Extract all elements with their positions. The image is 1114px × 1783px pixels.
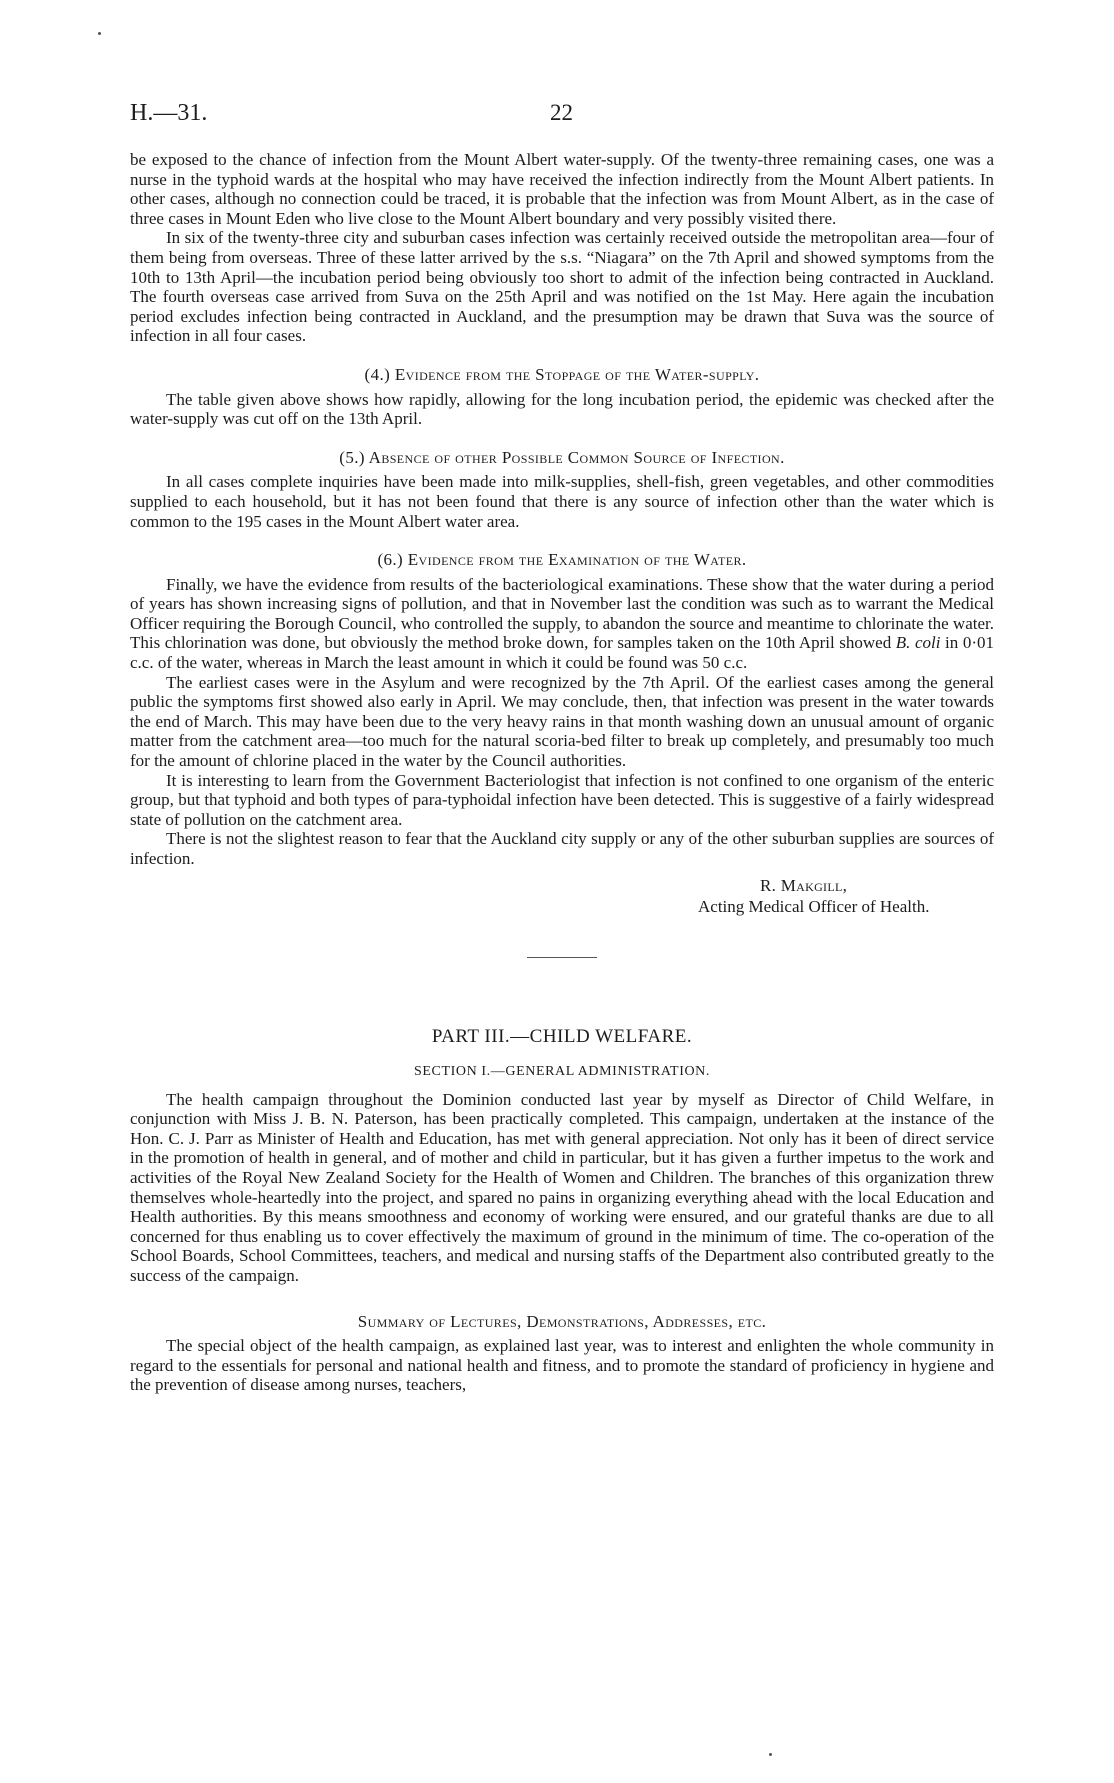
page-header [130,100,994,134]
signature-block [130,875,994,917]
paragraph-text: Finally, we have the evidence from results of the bacteriological examinations. These show that the water during a period of years has shown increasing signs of pollution, and that in November last the condition was such as to warrant the Medical Officer requiring the Borough Council, who controlled the supply, to abandon the source and meantime to chlorinate the water. This chlorination was done, but obviously the method broke down, for samples taken on the 10th April showed [130,574,994,653]
paragraph: In six of the twenty-three city and suburban cases infection was certainly received outside the metropolitan area—four of them being from overseas. Three of these latter arrived by the s.s. “Niagara” on the 7th April and showed symptoms from the 10th to 13th April—the incubation period being obviously too short to admit of the infection being contracted in Auckland. The fourth overseas case arrived from Suva on the 25th April and was notified on the 1st May. Here again the incubation period excludes infection being contracted in Auckland, and the presumption may be drawn that Suva was the source of infection in all four cases. [130,228,994,346]
scan-speck-mark [769,1753,772,1756]
paragraph: In all cases complete inquiries have been made into milk-supplies, shell-fish, green vegetables, and other commodities supplied to each household, but it has not been found that there is any source of infection other than the water which is common to the 195 cases in the Mount Albert water area. [130,472,994,531]
paragraph: be exposed to the chance of infection from the Mount Albert water-supply. Of the twenty-three remaining cases, one was a nurse in the typhoid wards at the hospital who may have received the infection indirectly from the Mount Albert patients. In other cases, although no connection could be traced, it is probable that the infection was from Mount Albert, as in the case of three cases in Mount Eden who live close to the Mount Albert boundary and very possibly visited there. [130,150,994,228]
summary-heading: Summary of Lectures, Demonstrations, Addresses, etc. [357,1311,767,1331]
scan-speck-mark [98,32,101,35]
document-id: H.—31. [130,100,208,126]
section-heading: (4.) Evidence from the Stoppage of the Water-supply. [364,364,760,384]
paragraph: It is interesting to learn from the Government Bacteriologist that infection is not confined to one organism of the enteric group, but that typhoid and both types of para-typhoidal infection have been detected. This is suggestive of a fairly widespread state of pollution on the catchment area. [130,770,994,829]
paragraph: The table given above shows how rapidly, allowing for the long incubation period, the epidemic was checked after the water-supply was cut off on the 13th April. [130,389,994,429]
paragraph: There is not the slightest reason to fear that the Auckland city supply or any of the other suburban supplies are sources of infection. [130,829,994,868]
signatory-name: R. Makgill, [760,875,848,895]
section-divider [527,957,597,958]
paragraph [130,575,994,673]
section-heading: (6.) Evidence from the Examination of the Water. [377,550,747,570]
section-heading: (5.) Absence of other Possible Common Source of Infection. [339,447,785,467]
section-title: SECTION I.—GENERAL ADMINISTRATION. [414,1063,710,1079]
paragraph-text: in 0·01 c.c. of the water, whereas in March the least amount in which it could be found was 50 c.c. [130,633,994,673]
organism-name: B. coli [895,633,941,653]
signatory-title: Acting Medical Officer of Health. [698,896,930,916]
part-title: PART III.—CHILD WELFARE. [431,1025,693,1047]
paragraph: The special object of the health campaign, as explained last year, was to interest and enlighten the whole community in regard to the essentials for personal and national health and fitness, and to promote the standard of proficiency in hygiene and the prevention of disease among nurses, teachers, [130,1336,994,1395]
paragraph: The earliest cases were in the Asylum and were recognized by the 7th April. Of the earliest cases among the general public the symptoms first showed also early in April. We may conclude, then, that infection was present in the water towards the end of March. This may have been due to the very heavy rains in that month washing down an unusual amount of organic matter from the catchment area—too much for the natural scoria-bed filter to break up completely, and presumably too much for the amount of chlorine placed in the water by the Council authorities. [130,672,994,771]
paragraph: The health campaign throughout the Dominion conducted last year by myself as Director of Child Welfare, in conjunction with Miss J. B. N. Paterson, has been practically completed. This campaign, undertaken at the instance of the Hon. C. J. Parr as Minister of Health and Education, has met with general appreciation. Not only has it been of direct service in the promotion of health in general, and of mother and child in particular, but it has given a further impetus to the work and activities of the Royal New Zealand Society for the Health of Women and Children. The branches of this organization threw themselves whole-heartedly into the project, and spared no pains in organizing everything ahead with the local Education and Health authorities. By this means smoothness and economy of working were ensured, and our grateful thanks are due to all concerned for thus enabling us to cover effectively the maximum of ground in the minimum of time. The co-operation of the School Boards, School Committees, teachers, and medical and nursing staffs of the Department also contributed greatly to the success of the campaign. [130,1089,994,1285]
page-body [130,150,994,1395]
page-number: 22 [550,100,573,125]
